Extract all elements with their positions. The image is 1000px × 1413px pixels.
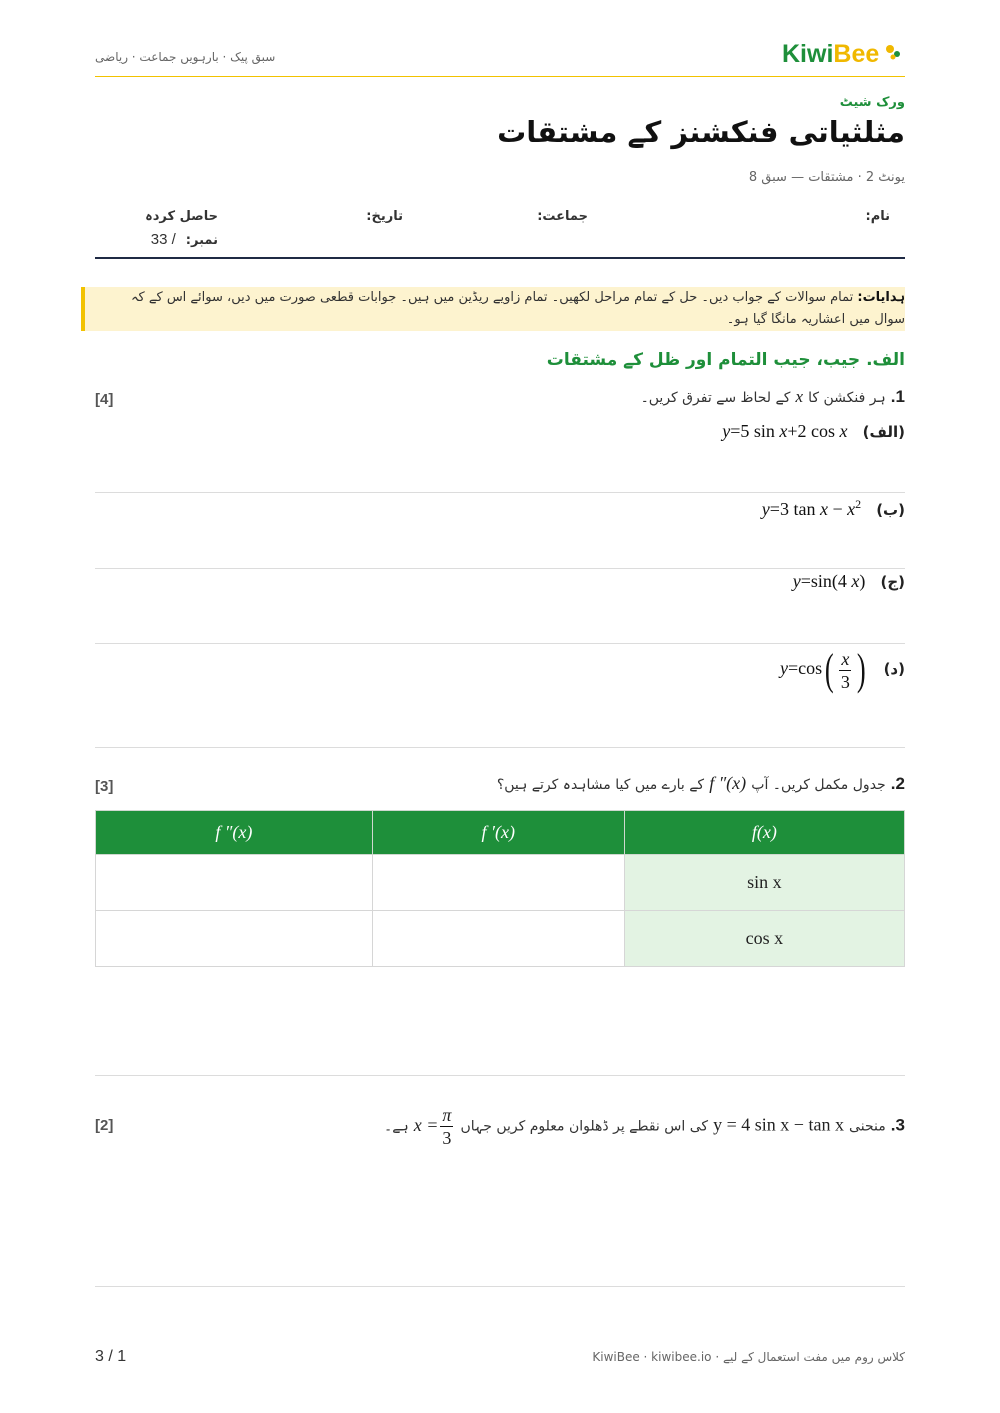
part-label: (الف) [862,423,905,441]
instructions-box [81,287,905,331]
question-2-prompt [497,773,905,794]
part-expression: y=cos( $\frac{x}{3}$ ) [780,645,866,694]
question-expression: f ″(x) [709,773,747,793]
question-number: 3. [890,1115,905,1135]
svg-text:KiwiBee: KiwiBee [782,40,880,68]
fraction-denominator: 3 [442,1128,452,1148]
answer-line [95,1075,905,1076]
table-cell-answer[interactable] [96,855,373,911]
answer-line [95,1286,905,1287]
question-text: کی اس نقطے پر ڈھلوان معلوم کریں جہاں [460,1118,709,1135]
name-field-label: نام: [865,209,890,224]
part-expression: y=sin(4 x) [792,571,866,591]
table-cell-given: cos x [624,911,904,967]
table-row [96,911,905,967]
question-point [413,1105,456,1148]
instructions-body: تمام سوالات کے جواب دیں۔ حل کے تمام مراحل لکھیں۔ تمام زاویے ریڈین میں ہیں۔ جوابات قطعی صورت میں دیں، سوائے اس کے کہ سوال میں اعشاریہ مانگا گیا ہو۔ [130,290,905,327]
answer-line [95,643,905,644]
question-1-part [762,497,905,520]
table-cell-answer[interactable] [372,911,624,967]
part-expression: y=3 $\tan x - x^2$ [761,497,862,519]
score-total [151,231,218,248]
question-text: جدول مکمل کریں۔ آپ [751,777,886,793]
worksheet-label: ورک شیٹ [839,95,905,110]
header-course-note: سبق پیک · بارہویں جماعت · ریاضی [95,50,276,64]
answer-line [95,747,905,748]
question-text: ہے۔ [384,1118,409,1135]
fraction-numerator: π [442,1105,452,1125]
part-label: (ج) [880,573,905,591]
question-text: منحنی [849,1118,886,1135]
derivatives-table [95,810,905,967]
class-field-label: جماعت: [537,209,588,224]
score-field-label: حاصل کردہ [145,209,218,224]
question-text: کے لحاظ سے تفرق کریں۔ [640,390,791,406]
question-1-part [780,645,905,694]
question-marks: [4] [95,391,114,408]
question-marks: [2] [95,1117,114,1134]
instructions-label: ہدایات: [857,290,905,305]
table-cell-answer[interactable] [372,855,624,911]
header-divider [95,76,905,77]
question-1-prompt [641,387,905,407]
question-marks: [3] [95,778,114,795]
table-header: f ″(x) [96,811,373,855]
part-label: (د) [883,660,905,679]
question-expression: y = 4 sin x − tan x [713,1114,844,1135]
fields-divider [95,257,905,259]
date-field-label: تاریخ: [366,209,403,224]
question-text: ہر فنکشن کا [808,390,886,406]
question-number: 1. [890,387,905,406]
answer-line [95,568,905,569]
section-title: الف. جیب، جیب التمام اور ظل کے مشتقات [546,350,905,370]
page-title: مثلثیاتی فنکشنز کے مشتقات [497,115,905,149]
answer-line [95,492,905,493]
footer-note: کلاس روم میں مفت استعمال کے لیے · KiwiBee · kiwibee.io [592,1350,905,1364]
score-prefix: نمبر: [185,233,218,248]
table-row [96,855,905,911]
kiwibee-logo [782,36,907,70]
table-header: f(x) [624,811,904,855]
part-label: (ب) [876,501,905,519]
question-1-part [793,571,905,592]
question-variable: x [795,387,804,406]
lesson-subtitle: یونٹ 2 · مشتقات — سبق 8 [748,170,905,185]
question-text: کے بارے میں کیا مشاہدہ کرتے ہیں؟ [496,777,705,793]
question-1-part [722,421,905,442]
table-cell-answer[interactable] [96,911,373,967]
instructions-text [99,287,905,331]
question-number: 2. [890,774,905,793]
question-3-prompt [384,1106,905,1147]
part-expression: y=5 sin x+2 cos x [722,421,848,441]
page-number: 3 / 1 [95,1348,127,1365]
table-cell-given: sin x [624,855,904,911]
score-total-value: 33 / [150,231,176,248]
table-header: f ′(x) [372,811,624,855]
point-variable: x = [413,1114,439,1135]
